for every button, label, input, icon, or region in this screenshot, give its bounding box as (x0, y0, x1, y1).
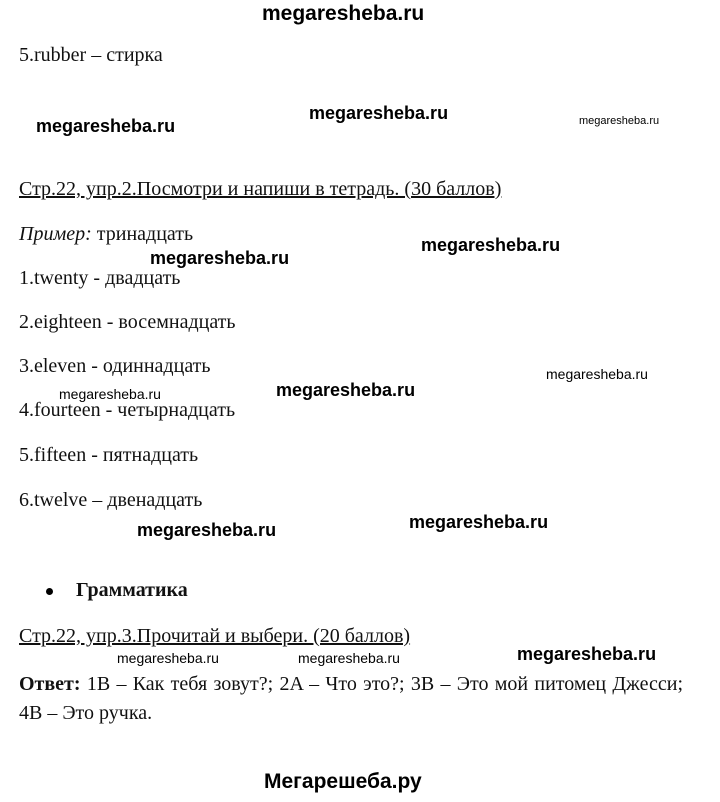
watermark: megaresheba.ru (150, 248, 290, 268)
answer-label: Ответ: (19, 673, 81, 695)
list-item: 3.eleven - одиннадцать (19, 355, 211, 377)
watermark: megaresheba.ru (309, 103, 449, 123)
watermark: megaresheba.ru (579, 115, 660, 127)
list-item: 2.eighteen - восемнадцать (19, 311, 236, 333)
list-item: 6.twelve – двенадцать (19, 489, 203, 511)
example-label: Пример: (19, 223, 92, 245)
watermark: megaresheba.ru (36, 116, 176, 136)
watermark: megaresheba.ru (546, 366, 648, 382)
list-item: 1.twenty - двадцать (19, 267, 181, 289)
answer-text: 1B – Как тебя зовут?; 2A – Что это?; 3B – Это мой питомец Джесси; 4B – Это ручка. (19, 673, 683, 724)
list-item: 5.fifteen - пятнадцать (19, 444, 199, 466)
watermark: megaresheba.ru (276, 380, 416, 400)
watermark: megaresheba.ru (298, 650, 400, 666)
exercise-3-heading: Стр.22, упр.3.Прочитай и выбери. (20 баллов) (19, 625, 411, 647)
example-line (19, 222, 193, 246)
list-item: 4.fourteen - четырнадцать (19, 399, 236, 421)
watermark: megaresheba.ru (137, 520, 277, 540)
exercise-2-heading: Стр.22, упр.2.Посмотри и напиши в тетрадь. (30 баллов) (19, 178, 502, 200)
watermark: megaresheba.ru (517, 644, 657, 664)
grammar-title: Грамматика (76, 579, 188, 601)
example-word: тринадцать (96, 223, 194, 245)
watermark-top: megaresheba.ru (262, 2, 425, 25)
watermark: megaresheba.ru (117, 650, 219, 666)
bullet-icon (46, 588, 53, 595)
watermark: megaresheba.ru (59, 386, 161, 402)
watermark: megaresheba.ru (421, 235, 561, 255)
watermark-bottom: Мегарешеба.ру (264, 770, 422, 793)
answer-paragraph (19, 670, 683, 728)
watermark: megaresheba.ru (409, 512, 549, 532)
rubber-line: 5.rubber – стирка (19, 44, 163, 66)
